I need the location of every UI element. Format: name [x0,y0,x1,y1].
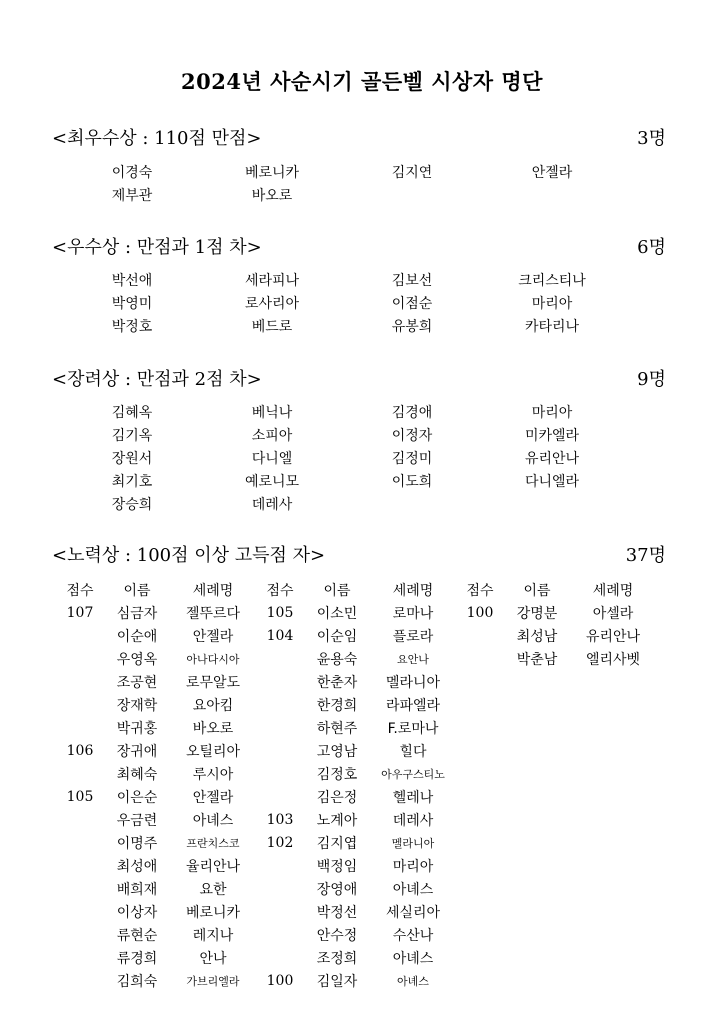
winner-baptismal-name: 카타리나 [524,318,580,335]
page-title: 2024년 사순시기 골든벨 시상자 명단 [181,69,543,94]
cell-baptismal-name: 안젤라 [192,789,234,806]
cell-score [56,946,104,969]
winner-name: 이점순 [391,295,433,312]
winner-baptismal-name: 다니엘라 [524,473,580,490]
table-row [56,946,656,969]
cell-name [504,923,570,946]
cell-name [504,877,570,900]
cell-score: 103 [266,811,294,828]
column-header-baptismal-name: 세례명 [192,582,234,599]
cell-baptismal-name: 로무알도 [185,674,241,691]
section-header-encouragement [52,365,666,389]
cell-baptismal-name [570,808,656,831]
winner-name: 김경애 [391,404,433,421]
cell-baptismal-name: 레지나 [192,927,234,944]
cell-name: 류현순 [116,927,158,944]
column-header-score: 점수 [66,582,94,599]
cell-score [456,670,504,693]
winner-baptismal-name: 세라피나 [244,272,300,289]
cell-baptismal-name: 멜라니아 [385,674,441,691]
cell-baptismal-name [570,877,656,900]
cell-baptismal-name: 아우구스티노 [381,767,445,781]
effort-award-table [56,578,656,992]
cell-name: 최성애 [116,858,158,875]
cell-score [256,854,304,877]
cell-name: 김희숙 [116,973,158,990]
cell-name: 최혜숙 [116,766,158,783]
column-header-name: 이름 [323,582,351,599]
cell-baptismal-name [570,900,656,923]
cell-score [256,647,304,670]
cell-score [256,739,304,762]
cell-score [56,831,104,854]
cell-baptismal-name [570,739,656,762]
column-header-score: 점수 [466,582,494,599]
table-row [56,854,656,877]
cell-name [504,762,570,785]
cell-score [56,693,104,716]
cell-baptismal-name: 아녜스 [397,974,429,988]
cell-name: 류경희 [116,950,158,967]
table-row [56,785,656,808]
winner-name: 박선애 [111,272,153,289]
cell-name [504,831,570,854]
cell-baptismal-name [570,831,656,854]
cell-score [256,716,304,739]
cell-name: 이소민 [316,605,358,622]
cell-name: 한춘자 [316,674,358,691]
cell-name: 안수정 [316,927,358,944]
table-row [56,716,656,739]
winner-name: 이도희 [391,473,433,490]
column-header-score: 점수 [266,582,294,599]
cell-score [456,624,504,647]
cell-name: 하현주 [316,720,358,737]
cell-baptismal-name: 유리안나 [585,628,641,645]
cell-name: 노계아 [316,812,358,829]
cell-score [56,808,104,831]
cell-score [456,946,504,969]
cell-baptismal-name [570,716,656,739]
winner-baptismal-name: 안젤라 [531,164,573,181]
effort-table-body [56,601,656,992]
cell-name: 김일자 [316,973,358,990]
column-header-name: 이름 [123,582,151,599]
cell-name: 장귀애 [116,743,158,760]
winner-baptismal-name: 유리안나 [524,450,580,467]
winner-row [62,446,622,469]
cell-score [56,670,104,693]
section-count: 6명 [637,237,666,258]
cell-score [456,716,504,739]
winner-baptismal-name: 로사리아 [244,295,300,312]
cell-name: 김은정 [316,789,358,806]
winner-row [62,183,622,206]
winner-list-grand-prize [62,160,622,206]
cell-score [56,900,104,923]
winner-baptismal-name: 베드로 [251,318,293,335]
table-row [56,670,656,693]
winner-row [62,314,622,337]
cell-score [456,762,504,785]
cell-score: 100 [266,972,294,989]
winner-name: 김보선 [391,272,433,289]
winner-baptismal-name: 크리스티나 [518,272,586,289]
cell-name: 장영애 [316,881,358,898]
cell-name: 심금자 [116,605,158,622]
cell-score [456,831,504,854]
column-header-baptismal-name: 세례명 [592,582,634,599]
cell-name: 박춘남 [516,651,558,668]
table-row [56,808,656,831]
cell-score [456,854,504,877]
cell-name: 이상자 [116,904,158,921]
winner-name: 박정호 [111,318,153,335]
winner-list-encouragement [62,400,622,515]
table-row [56,601,656,624]
cell-score: 104 [266,627,294,644]
section-heading: <우수상 : 만점과 1점 차> [52,237,262,258]
winner-name: 박영미 [111,295,153,312]
cell-baptismal-name: 아녜스 [392,881,434,898]
cell-baptismal-name: 안나 [199,950,227,967]
cell-name: 고영남 [316,743,358,760]
winner-name: 이경숙 [111,164,153,181]
cell-name [504,808,570,831]
cell-score [56,854,104,877]
section-count: 37명 [625,545,666,566]
cell-baptismal-name: 안젤라 [192,628,234,645]
cell-score [56,969,104,992]
section-header-excellence [52,233,666,257]
cell-baptismal-name: 오틸리아 [185,743,241,760]
section-header-effort [52,541,666,565]
table-row [56,831,656,854]
cell-name [504,716,570,739]
cell-baptismal-name: 바오로 [192,720,234,737]
cell-baptismal-name: 힐다 [399,743,427,760]
table-row [56,693,656,716]
cell-score [256,923,304,946]
cell-baptismal-name: 요한 [199,881,227,898]
winner-name: 유봉희 [391,318,433,335]
winner-name: 제부관 [111,187,153,204]
cell-score [456,969,504,992]
cell-score [256,946,304,969]
cell-baptismal-name: 멜라니아 [391,836,435,850]
cell-score [256,877,304,900]
cell-baptismal-name: 젤뚜르다 [185,605,241,622]
cell-baptismal-name: 세실리아 [385,904,441,921]
winner-name: 장원서 [111,450,153,467]
cell-name: 배희재 [116,881,158,898]
winner-name: 최기호 [111,473,153,490]
cell-score [456,877,504,900]
cell-baptismal-name: 마리아 [392,858,434,875]
cell-baptismal-name: 율리안나 [185,858,241,875]
cell-name: 이순임 [316,628,358,645]
cell-score [456,693,504,716]
cell-baptismal-name: 아녜스 [192,812,234,829]
section-count: 3명 [637,128,666,149]
cell-score [56,624,104,647]
cell-baptismal-name [570,946,656,969]
cell-baptismal-name: 데레사 [392,812,434,829]
winner-list-excellence [62,268,622,337]
cell-name: 박정선 [316,904,358,921]
winner-baptismal-name: 예로니모 [244,473,300,490]
cell-baptismal-name: 헬레나 [392,789,434,806]
cell-baptismal-name: 베로니카 [185,904,241,921]
section-count: 9명 [637,369,666,390]
cell-baptismal-name [570,785,656,808]
cell-score [256,785,304,808]
cell-score [456,785,504,808]
cell-name: 강명분 [516,605,558,622]
cell-name: 우영옥 [116,651,158,668]
cell-name: 박귀홍 [116,720,158,737]
cell-score: 106 [66,742,94,759]
table-row [56,647,656,670]
winner-row [62,268,622,291]
cell-name: 최성남 [516,628,558,645]
table-row [56,877,656,900]
table-row [56,923,656,946]
winner-row [62,400,622,423]
cell-name: 윤용숙 [316,651,358,668]
cell-baptismal-name: 아녜스 [392,950,434,967]
table-row [56,624,656,647]
cell-name: 김지엽 [316,835,358,852]
cell-score [56,716,104,739]
cell-name [504,854,570,877]
winner-name: 장승희 [111,496,153,513]
cell-baptismal-name: F.로마나 [387,720,439,737]
winner-name: 김기옥 [111,427,153,444]
cell-score [456,647,504,670]
cell-score: 107 [66,604,94,621]
cell-baptismal-name: 엘리사벳 [585,651,641,668]
cell-name [504,946,570,969]
section-header-grand-prize [52,124,666,148]
winner-baptismal-name: 베닉나 [251,404,293,421]
cell-score: 100 [466,604,494,621]
cell-name: 한경희 [316,697,358,714]
winner-baptismal-name: 데레사 [251,496,293,513]
cell-score [256,762,304,785]
cell-score [256,693,304,716]
cell-baptismal-name: 플로라 [392,628,434,645]
cell-score [456,808,504,831]
winner-row [62,160,622,183]
section-heading: <노력상 : 100점 이상 고득점 자> [52,545,326,566]
cell-name [504,693,570,716]
cell-baptismal-name: 가브리엘라 [186,974,240,988]
cell-score: 105 [266,604,294,621]
column-header-name: 이름 [523,582,551,599]
table-row [56,900,656,923]
winner-baptismal-name: 마리아 [531,404,573,421]
cell-name: 이은순 [116,789,158,806]
cell-name: 이명주 [116,835,158,852]
winner-row [62,469,622,492]
cell-score: 102 [266,834,294,851]
winner-baptismal-name: 마리아 [531,295,573,312]
cell-score [56,647,104,670]
cell-name [504,969,570,992]
cell-baptismal-name [570,670,656,693]
table-row [56,762,656,785]
cell-baptismal-name [570,969,656,992]
cell-score: 105 [66,788,94,805]
cell-baptismal-name: 프란치스코 [186,836,240,850]
winner-baptismal-name: 소피아 [251,427,293,444]
winner-name: 김지연 [391,164,433,181]
winner-baptismal-name: 다니엘 [251,450,293,467]
winner-baptismal-name: 바오로 [251,187,293,204]
cell-name: 조공현 [116,674,158,691]
cell-name [504,670,570,693]
column-header-baptismal-name: 세례명 [392,582,434,599]
winner-row [62,291,622,314]
cell-score [456,900,504,923]
cell-score [56,762,104,785]
cell-name: 이순애 [116,628,158,645]
winner-baptismal-name: 미카엘라 [524,427,580,444]
cell-score [56,877,104,900]
cell-baptismal-name [570,693,656,716]
table-header-row [56,578,656,601]
cell-name: 조정희 [316,950,358,967]
winner-name: 이정자 [391,427,433,444]
cell-name [504,900,570,923]
table-row [56,969,656,992]
cell-baptismal-name: 요아킴 [192,697,234,714]
cell-baptismal-name: 수산나 [392,927,434,944]
cell-name: 우금련 [116,812,158,829]
cell-name: 장재학 [116,697,158,714]
winner-row [62,492,622,515]
cell-name: 백정임 [316,858,358,875]
cell-score [256,900,304,923]
cell-score [256,670,304,693]
cell-baptismal-name [570,923,656,946]
winner-row [62,423,622,446]
section-heading: <최우수상 : 110점 만점> [52,128,262,149]
cell-name [504,739,570,762]
cell-baptismal-name: 로마나 [392,605,434,622]
cell-baptismal-name: 루시아 [192,766,234,783]
section-heading: <장려상 : 만점과 2점 차> [52,369,262,390]
cell-name: 김정호 [316,766,358,783]
cell-baptismal-name: 요안나 [397,652,429,666]
cell-baptismal-name [570,762,656,785]
cell-score [456,923,504,946]
winner-name: 김정미 [391,450,433,467]
cell-baptismal-name: 아셀라 [592,605,634,622]
cell-baptismal-name [570,854,656,877]
table-row [56,739,656,762]
cell-name [504,785,570,808]
cell-baptismal-name: 라파엘라 [385,697,441,714]
cell-score [56,923,104,946]
winner-name: 김혜옥 [111,404,153,421]
cell-baptismal-name: 아나다시아 [186,652,240,666]
cell-score [456,739,504,762]
winner-baptismal-name: 베로니카 [244,164,300,181]
